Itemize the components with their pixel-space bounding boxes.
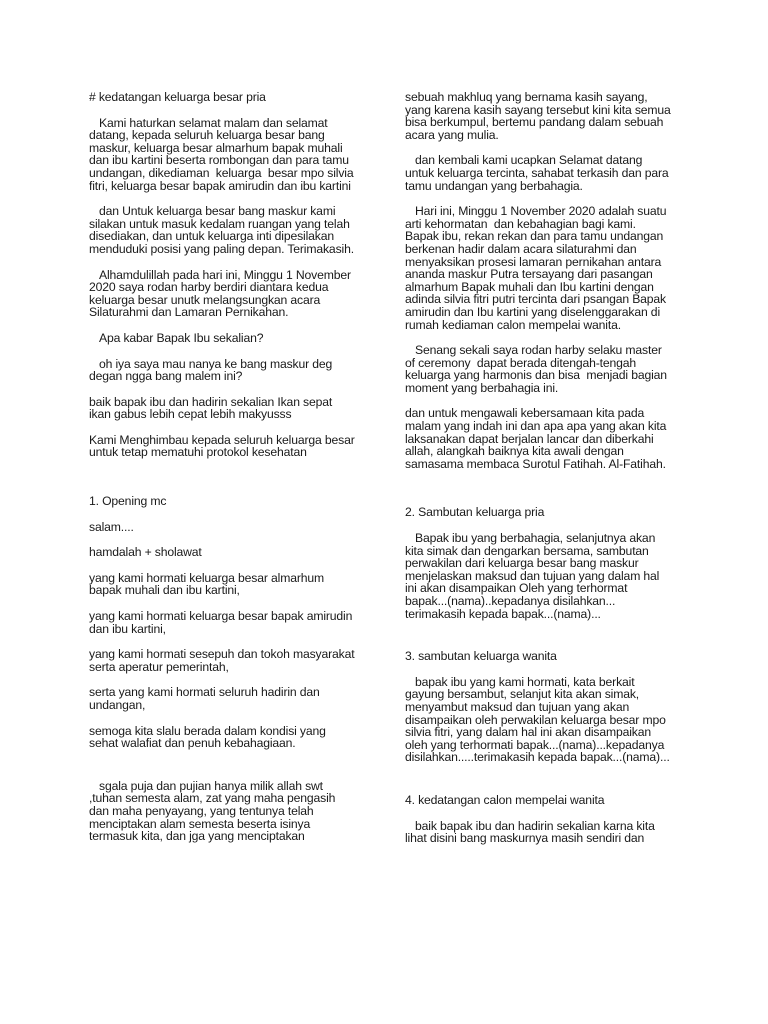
section-heading: 1. Opening mc [89,494,167,509]
paragraph: Kami Menghimbau kepada seluruh keluarga besar untuk tetap mematuhi protokol kesehatan [89,432,358,460]
paragraph: baik bapak ibu dan hadirin sekalian karna kita lihat disini bang maskurnya masih sendiri dan [405,818,658,846]
paragraph: Bapak ibu yang berbahagia, selanjutnya akan kita simak dan dengarkan bersama, sambutan perwakilan dari keluarga besar bang maskur menjelaskan maksud dan tujuan yang dalam hal ini akan disampaikan Oleh yang terhormat bapak...(nama)..kepadanya disilahkan... terimakasih kepada bapak...(nama)... [405,531,663,621]
paragraph: baik bapak ibu dan hadirin sekalian Ikan sepat ikan gabus lebih cepat lebih makyusss [89,394,336,422]
section-heading: 4. kedatangan calon mempelai wanita [405,792,605,807]
paragraph: bapak ibu yang kami hormati, kata berkait gayung bersambut, selanjut kita akan simak, menyambut maksud dan tujuan yang akan disampaikan oleh perwakilan keluarga besar mpo silvia fitri, yang dalam hal ini akan disampaikan oleh yang terhormati bapak...(nama)...kepadanya disilahkan.....terimakasih kepada bapak...(nama)... [405,674,670,765]
paragraph: Apa kabar Bapak Ibu sekalian? [99,330,264,345]
paragraph: dan kembali kami ucapkan Selamat datang untuk keluarga tercinta, sahabat terkasih dan para tamu undangan yang berbahagia. [405,153,672,193]
paragraph: serta yang kami hormati seluruh hadirin dan undangan, [89,685,323,712]
right-column [405,90,674,858]
paragraph: Alhamdulillah pada hari ini, Minggu 1 November 2020 saya rodan harby berdiri diantara kedua keluarga besar unutk melangsungkan acara Silaturahmi dan Lamaran Pernikahan. [89,267,355,320]
section-heading: # kedatangan keluarga besar pria [89,90,266,104]
paragraph: yang kami hormati sesepuh dan tokoh masyarakat serta aperatur pemerintah, [89,647,358,674]
paragraph: yang kami hormati keluarga besar almarhum bapak muhali dan ibu kartini, [89,570,328,598]
paragraph: salam.... [89,519,134,534]
section-heading: 3. sambutan keluarga wanita [405,649,557,664]
paragraph: Senang sekali saya rodan harby selaku master of ceremony dapat berada ditengah-tengah keluarga yang harmonis dan bisa menjadi bagian moment yang berbahagia ini. [405,343,671,395]
section-heading: 2. Sambutan keluarga pria [405,505,545,520]
paragraph: Kami haturkan selamat malam dan selamat datang, kepada seluruh keluarga besar bang maskur, keluarga besar almarhum bapak muhali dan ibu kartini beserta rombongan dan para tamu undangan, dikediaman keluarga besar mpo silvia fitri, keluarga besar bapak amirudin dan ibu kartini [89,115,357,193]
left-column [89,90,358,856]
paragraph: dan Untuk keluarga besar bang maskur kami silakan untuk masuk kedalam ruangan yang telah disediakan, dan untuk keluarga inti dipesilakan menduduki posisi yang paling depan. Terimakasih. [89,204,354,256]
paragraph: sebuah makhluq yang bernama kasih sayang, yang karena kasih sayang tersebut kini kita semua bisa berkumpul, bertemu pandang dalam sebuah acara yang mulia. [405,90,674,142]
paragraph: oh iya saya mau nanya ke bang maskur deg degan ngga bang malem ini? [89,356,336,384]
paragraph: sgala puja dan pujian hanya milik allah swt ,tuhan semesta alam, zat yang maha pengasih dan maha penyayang, yang tentunya telah menciptakan alam semesta beserta isinya termasuk kita, dan jga yang menciptakan [89,778,339,844]
paragraph: hamdalah + sholawat [89,545,202,560]
paragraph: Hari ini, Minggu 1 November 2020 adalah suatu arti kehormatan dan kebahagian bagi kami. Bapak ibu, rekan rekan dan para tamu undangan berkenan hadir dalam acara silaturahmi dan menyaksikan prosesi lamaran pernikahan antara ananda maskur Putra tersayang dari pasangan almarhum Bapak muhali dan Ibu kartini dengan adinda silvia fitri putri tercinta dari psangan Bapak amirudin dan Ibu kartini yang diselenggarakan di rumah kediaman calon mempelai wanita. [405,204,670,332]
paragraph: yang kami hormati keluarga besar bapak amirudin dan ibu kartini, [89,609,356,636]
paragraph: semoga kita slalu berada dalam kondisi yang sehat walafiat dan penuh kebahagiaan. [89,723,330,751]
paragraph: dan untuk mengawali kebersamaan kita pada malam yang indah ini dan apa apa yang akan kita laksanakan dapat berjalan lancar dan diberkahi allah, alangkah baiknya kita awali dengan samasama membaca Surotul Fatihah. Al-Fatihah. [405,406,670,471]
